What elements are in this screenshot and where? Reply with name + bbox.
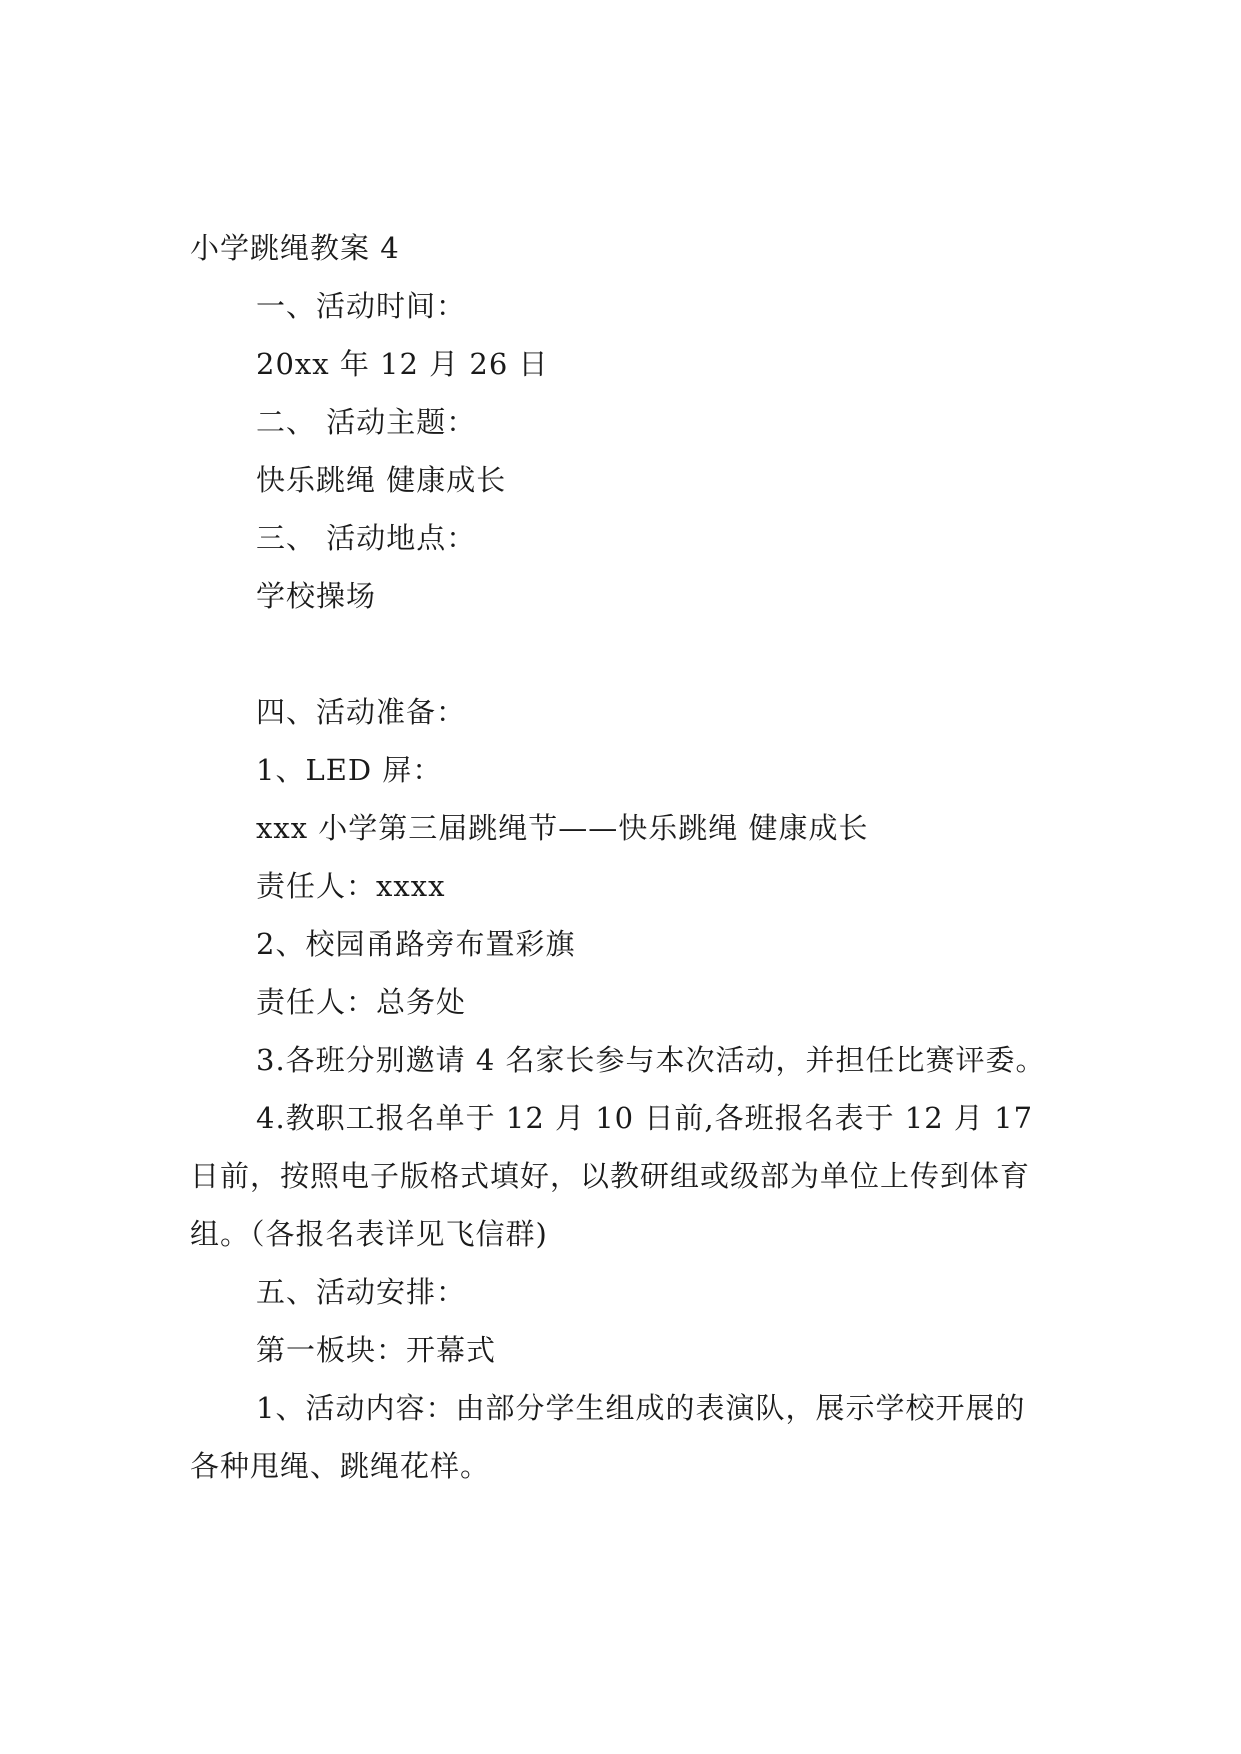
schedule-part-one: 第一板块：开幕式 <box>256 1333 497 1367</box>
prep-item-led: 1、LED 屏： <box>256 753 443 787</box>
prep-item-registration: 4.教职工报名单于 12 月 10 日前,各班报名表于 12 月 17 日前，按照电子版格式填好，以教研组或级部为单位上传到体育组。（各报名表详见飞信群) <box>190 1101 1034 1251</box>
prep-item-parents: 3.各班分别邀请 4 名家长参与本次活动，并担任比赛评委。 <box>256 1043 1046 1077</box>
section-heading-preparation: 四、活动准备： <box>256 695 467 729</box>
responsible-person-led: 责任人：xxxx <box>256 869 446 903</box>
led-banner-text: xxx 小学第三届跳绳节——快乐跳绳 健康成长 <box>256 811 869 845</box>
prep-item-flags: 2、校园甬路旁布置彩旗 <box>256 927 576 961</box>
section-heading-location: 三、 活动地点： <box>256 521 477 555</box>
document-body <box>190 219 1052 1495</box>
section-heading-theme: 二、 活动主题： <box>256 405 477 439</box>
activity-location: 学校操场 <box>256 579 377 613</box>
section-heading-schedule: 五、活动安排： <box>256 1275 467 1309</box>
activity-date: 20xx 年 12 月 26 日 <box>256 347 549 381</box>
schedule-content: 1、活动内容：由部分学生组成的表演队，展示学校开展的各种甩绳、跳绳花样。 <box>190 1391 1026 1483</box>
document-title: 小学跳绳教案 4 <box>190 231 400 265</box>
activity-theme: 快乐跳绳 健康成长 <box>256 463 507 497</box>
section-heading-time: 一、活动时间： <box>256 289 467 323</box>
blank-line <box>190 625 1052 683</box>
responsible-person-flags: 责任人：总务处 <box>256 985 467 1019</box>
